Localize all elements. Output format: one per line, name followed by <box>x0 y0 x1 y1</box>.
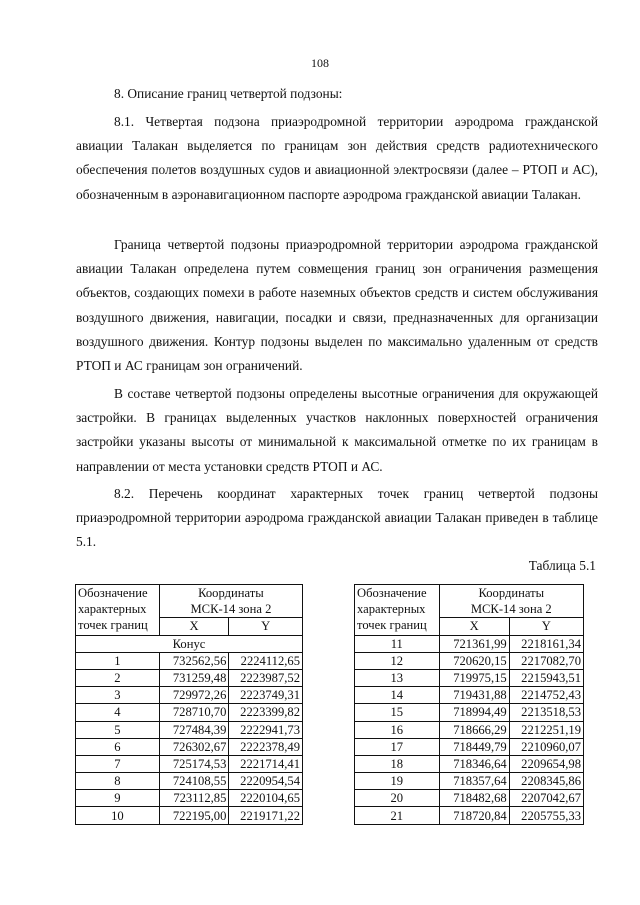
x-coordinate-cell: 720620,15 <box>439 652 509 669</box>
point-number-cell: 18 <box>355 755 440 772</box>
header-coordinates: Координаты <box>439 585 583 602</box>
y-coordinate-cell: 2223399,82 <box>229 704 303 721</box>
point-number-cell: 7 <box>76 755 160 772</box>
x-coordinate-cell: 724108,55 <box>159 773 229 790</box>
y-coordinate-cell: 2208345,86 <box>509 773 583 790</box>
x-coordinate-cell: 719431,88 <box>439 687 509 704</box>
header-line: точек границ <box>357 618 427 633</box>
x-coordinate-cell: 719975,15 <box>439 669 509 686</box>
header-line: Обозначение <box>357 586 427 600</box>
y-coordinate-cell: 2223749,31 <box>229 687 303 704</box>
header-line: характерных <box>357 602 426 617</box>
point-number-cell: 16 <box>355 721 440 738</box>
x-coordinate-cell: 731259,48 <box>159 669 229 686</box>
x-coordinate-cell: 718994,49 <box>439 704 509 721</box>
coordinates-table-right <box>354 584 584 825</box>
right-table-body <box>355 635 584 824</box>
point-number-cell: 14 <box>355 687 440 704</box>
table-row <box>76 669 303 686</box>
y-coordinate-cell: 2222378,49 <box>229 738 303 755</box>
point-number-cell: 8 <box>76 773 160 790</box>
y-coordinate-cell: 2219171,22 <box>229 807 303 824</box>
table-row <box>76 704 303 721</box>
point-number-cell: 19 <box>355 773 440 790</box>
x-coordinate-cell: 725174,53 <box>159 755 229 772</box>
point-number-cell: 2 <box>76 669 160 686</box>
point-number-cell: 4 <box>76 704 160 721</box>
y-coordinate-cell: 2207042,67 <box>509 790 583 807</box>
header-coordinate-system: МСК-14 зона 2 <box>439 601 583 618</box>
coordinates-table-left <box>75 584 303 825</box>
x-coordinate-cell: 722195,00 <box>159 807 229 824</box>
table-row <box>355 755 584 772</box>
paragraph-border-definition: Граница четвертой подзоны приаэродромной территории аэродрома гражданской авиации Талакан определена путем совмещения границ зон ограничения размещения объектов, создающих помехи в работе наземных объектов средств и систем обслуживания воздушного движения, навигации, посадки и связи, предназначенных для организации воздушного движения. Контур подзоны выделен по максимально удаленным от средств РТОП и АС границам зон ограничений. <box>76 237 598 374</box>
x-coordinate-cell: 718482,68 <box>439 790 509 807</box>
table-caption: Таблица 5.1 <box>528 558 596 573</box>
x-coordinate-cell: 728710,70 <box>159 704 229 721</box>
y-coordinate-cell: 2220954,54 <box>229 773 303 790</box>
point-number-cell: 6 <box>76 738 160 755</box>
x-coordinate-cell: 718449,79 <box>439 738 509 755</box>
table-row <box>355 704 584 721</box>
table-row <box>76 807 303 824</box>
table-row <box>76 790 303 807</box>
table-row <box>76 738 303 755</box>
y-coordinate-cell: 2212251,19 <box>509 721 583 738</box>
y-coordinate-cell: 2224112,65 <box>229 652 303 669</box>
header-line: характерных <box>78 602 147 617</box>
x-coordinate-cell: 727484,39 <box>159 721 229 738</box>
table-row <box>355 738 584 755</box>
header-coordinates: Координаты <box>159 585 302 602</box>
table-row <box>355 807 584 824</box>
y-coordinate-cell: 2215943,51 <box>509 669 583 686</box>
header-y: Y <box>509 618 583 635</box>
point-number-cell: 12 <box>355 652 440 669</box>
table-row <box>355 790 584 807</box>
table-row <box>76 755 303 772</box>
table-row <box>355 721 584 738</box>
section-heading: 8. Описание границ четвертой подзоны: <box>114 86 343 101</box>
y-coordinate-cell: 2210960,07 <box>509 738 583 755</box>
table-row <box>76 773 303 790</box>
point-number-cell: 3 <box>76 687 160 704</box>
header-line: Обозначение <box>78 586 148 600</box>
point-number-cell: 20 <box>355 790 440 807</box>
point-number-cell: 17 <box>355 738 440 755</box>
x-coordinate-cell: 718346,64 <box>439 755 509 772</box>
header-coordinate-system: МСК-14 зона 2 <box>159 601 302 618</box>
paragraph-8-1: 8.1. Четвертая подзона приаэродромной территории аэродрома гражданской авиации Талакан выделяется по границам зон действия средств радиотехнического обеспечения полетов воздушных судов и авиационной электросвязи (далее – РТОП и АС), обозначенным в аэронавигационном паспорте аэродрома гражданской авиации Талакан. <box>76 114 598 202</box>
table-row <box>355 687 584 704</box>
y-coordinate-cell: 2205755,33 <box>509 807 583 824</box>
header-y: Y <box>229 618 303 635</box>
table-row <box>76 721 303 738</box>
y-coordinate-cell: 2218161,34 <box>509 635 583 652</box>
header-point-designation <box>76 585 160 636</box>
x-coordinate-cell: 718720,84 <box>439 807 509 824</box>
table-row <box>355 773 584 790</box>
x-coordinate-cell: 723112,85 <box>159 790 229 807</box>
page-number: 108 <box>311 56 329 70</box>
left-table-body <box>76 652 303 824</box>
header-x: X <box>159 618 229 635</box>
point-number-cell: 9 <box>76 790 160 807</box>
paragraph-height-limits: В составе четвертой подзоны определены высотные ограничения для окружающей застройки. В границах выделенных участков наклонных поверхностей ограничения застройки указаны высоты от минимальной к максимальной отметке по их границам в направлении от места установки средств РТОП и АС. <box>76 386 598 474</box>
table-row <box>355 635 584 652</box>
y-coordinate-cell: 2217082,70 <box>509 652 583 669</box>
section-label-cone: Конус <box>76 635 303 652</box>
y-coordinate-cell: 2214752,43 <box>509 687 583 704</box>
header-point-designation <box>355 585 440 636</box>
table-row <box>355 652 584 669</box>
x-coordinate-cell: 729972,26 <box>159 687 229 704</box>
point-number-cell: 15 <box>355 704 440 721</box>
point-number-cell: 11 <box>355 635 440 652</box>
header-line: точек границ <box>78 618 148 633</box>
table-row <box>76 652 303 669</box>
x-coordinate-cell: 718357,64 <box>439 773 509 790</box>
point-number-cell: 13 <box>355 669 440 686</box>
y-coordinate-cell: 2213518,53 <box>509 704 583 721</box>
table-row <box>355 669 584 686</box>
x-coordinate-cell: 732562,56 <box>159 652 229 669</box>
x-coordinate-cell: 718666,29 <box>439 721 509 738</box>
point-number-cell: 21 <box>355 807 440 824</box>
x-coordinate-cell: 721361,99 <box>439 635 509 652</box>
y-coordinate-cell: 2209654,98 <box>509 755 583 772</box>
point-number-cell: 5 <box>76 721 160 738</box>
y-coordinate-cell: 2222941,73 <box>229 721 303 738</box>
point-number-cell: 1 <box>76 652 160 669</box>
y-coordinate-cell: 2223987,52 <box>229 669 303 686</box>
table-row <box>76 687 303 704</box>
paragraph-8-2: 8.2. Перечень координат характерных точек границ четвертой подзоны приаэродромной территории аэродрома гражданской авиации Талакан приведен в таблице 5.1. <box>76 486 598 550</box>
point-number-cell: 10 <box>76 807 160 824</box>
header-x: X <box>439 618 509 635</box>
y-coordinate-cell: 2220104,65 <box>229 790 303 807</box>
x-coordinate-cell: 726302,67 <box>159 738 229 755</box>
y-coordinate-cell: 2221714,41 <box>229 755 303 772</box>
